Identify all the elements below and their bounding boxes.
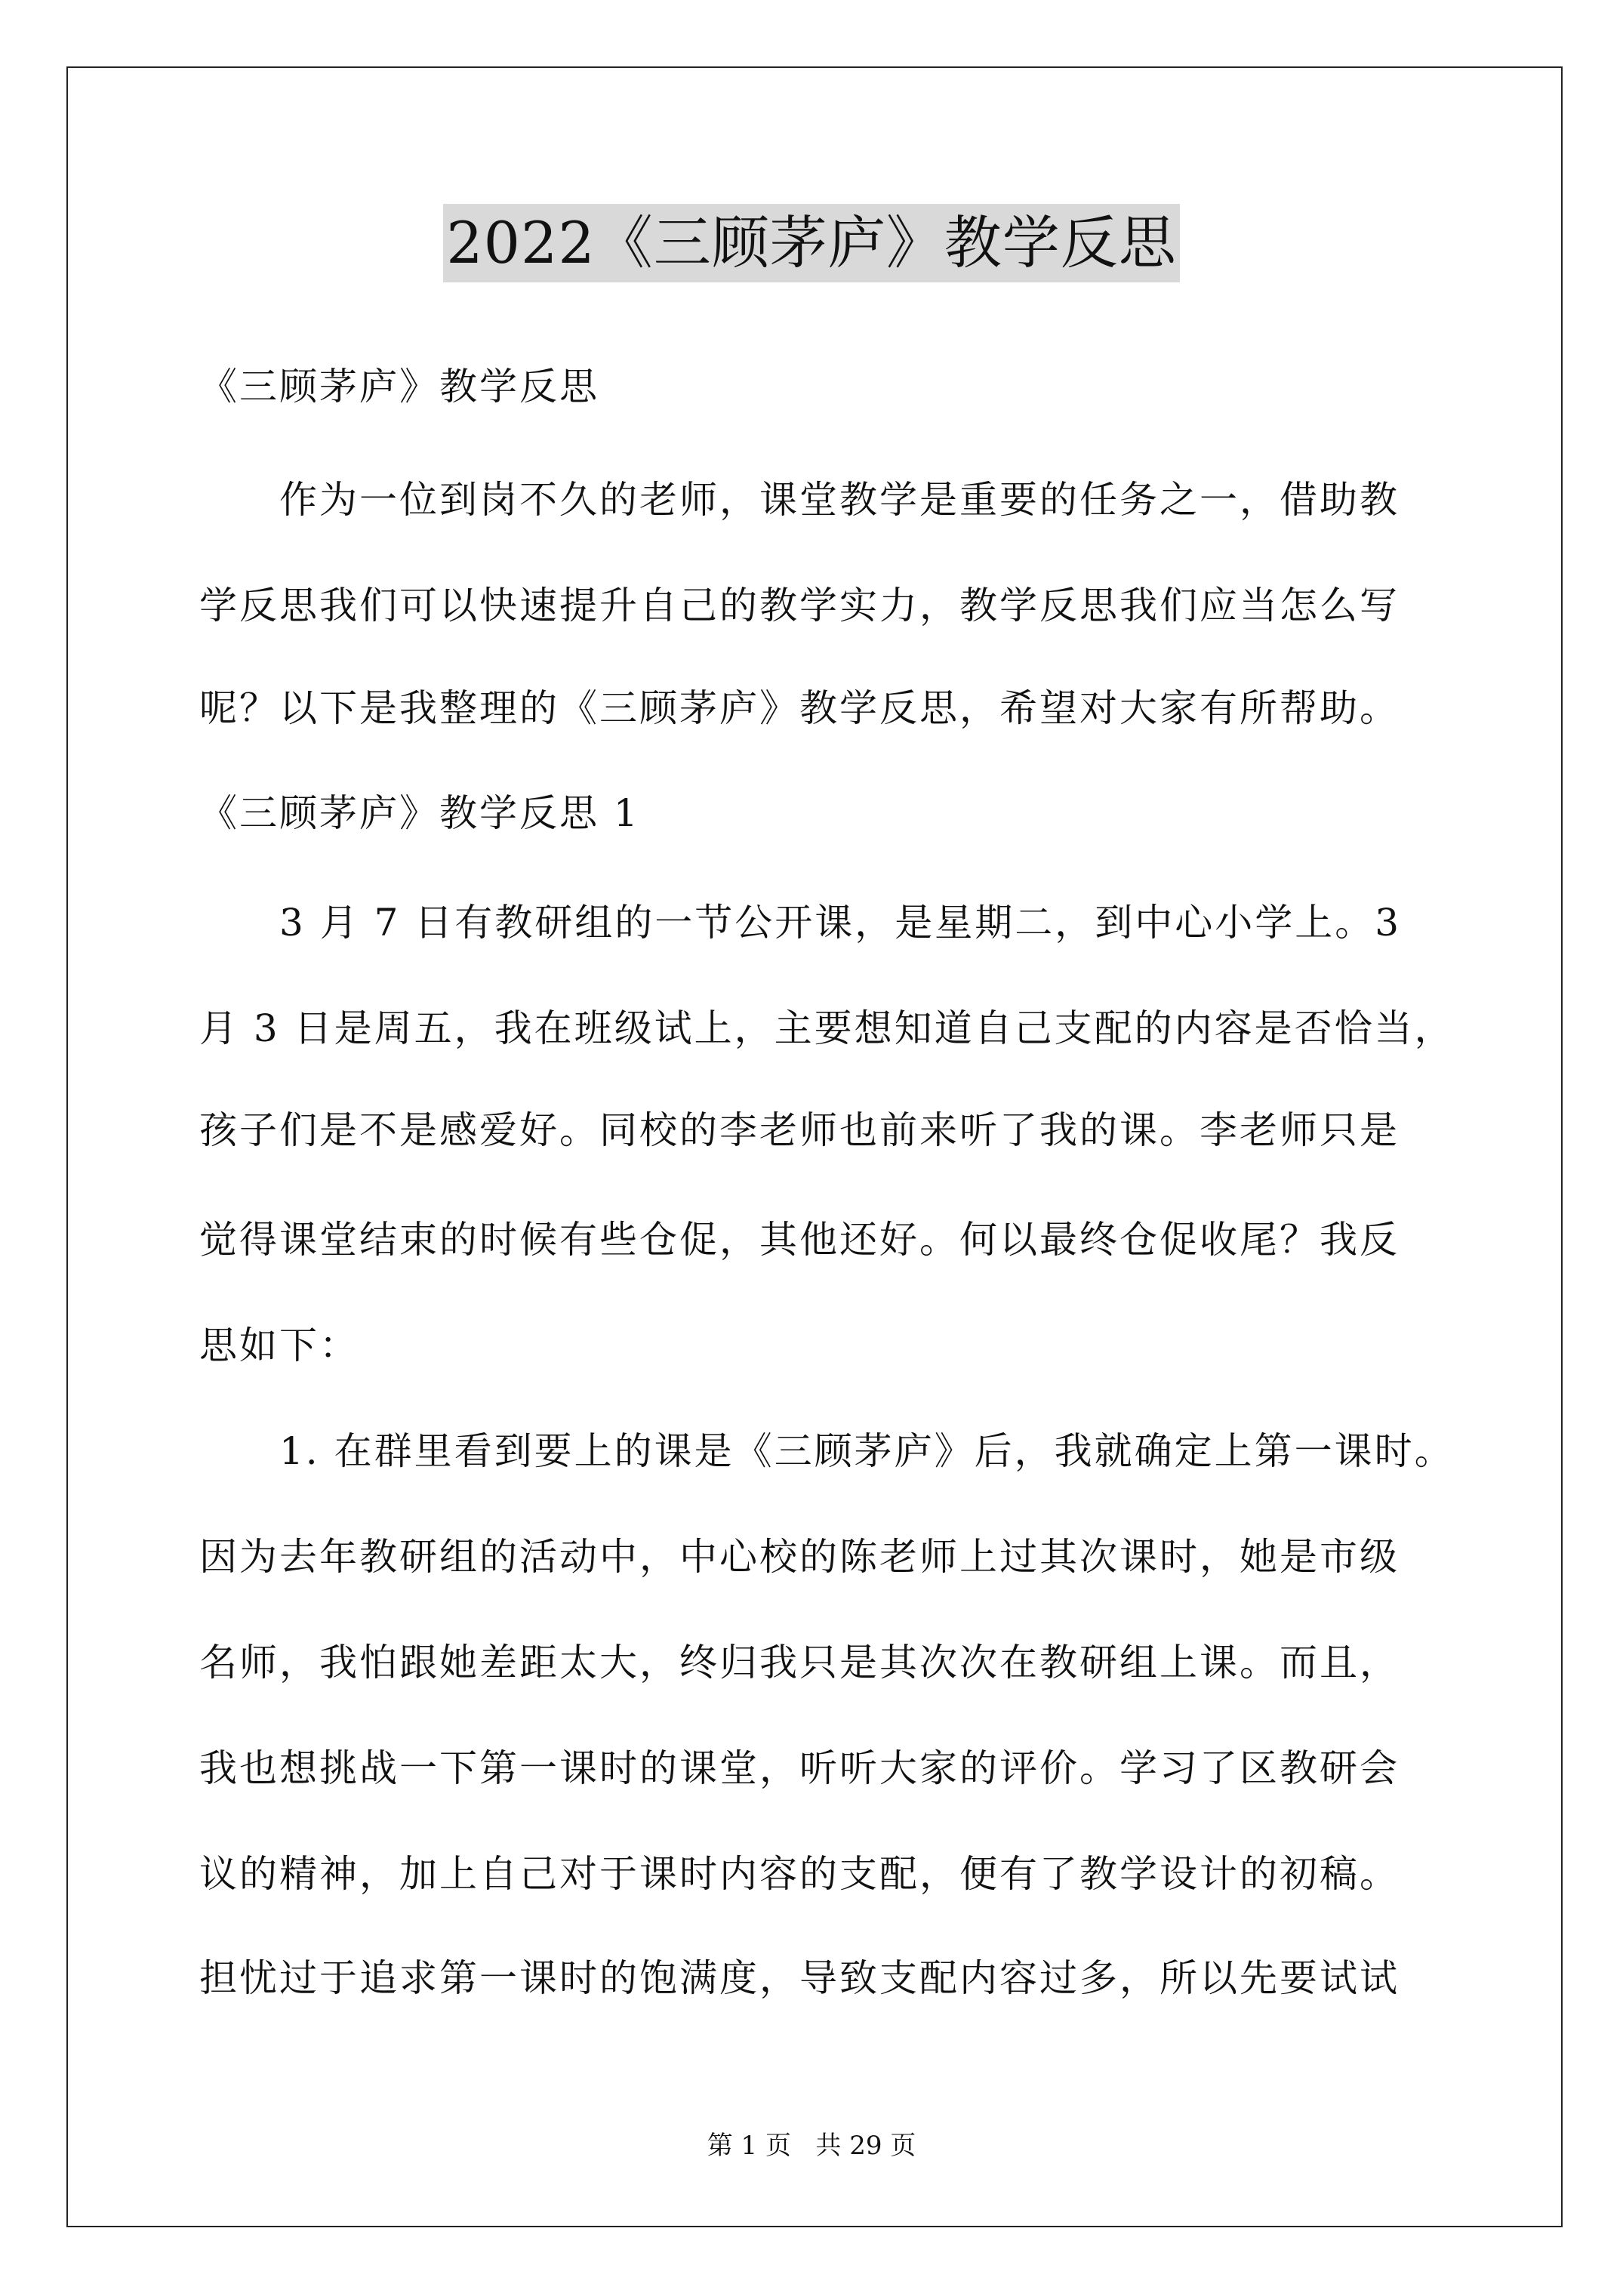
section-heading-line: 《三顾茅庐》教学反思 1 [199, 791, 640, 835]
paragraph-line: 呢？以下是我整理的《三顾茅庐》教学反思，希望对大家有所帮助。 [199, 686, 1400, 730]
paragraph-line: 思如下： [199, 1324, 359, 1367]
page-footer: 第 1 页 共 29 页 [707, 2131, 916, 2161]
paragraph-line: 1. 在群里看到要上的课是《三顾茅庐》后，我就确定上第一课时。 [279, 1429, 1455, 1473]
paragraph-line: 因为去年教研组的活动中，中心校的陈老师上过其次课时，她是市级 [199, 1535, 1400, 1579]
paragraph-line: 作为一位到岗不久的老师，课堂教学是重要的任务之一，借助教 [279, 478, 1400, 522]
subheading-line: 《三顾茅庐》教学反思 [199, 365, 599, 408]
paragraph-line: 议的精神，加上自己对于课时内容的支配，便有了教学设计的初稿。 [199, 1852, 1400, 1896]
paragraph-line: 担忧过于追求第一课时的饱满度，导致支配内容过多，所以先要试试 [199, 1956, 1400, 2000]
paragraph-line: 觉得课堂结束的时候有些仓促，其他还好。何以最终仓促收尾？我反 [199, 1218, 1400, 1262]
paragraph-line: 孩子们是不是感爱好。同校的李老师也前来听了我的课。李老师只是 [199, 1108, 1400, 1152]
document-title: 2022《三顾茅庐》教学反思 [443, 204, 1179, 282]
title-container [0, 204, 1623, 282]
paragraph-line: 学反思我们可以快速提升自己的教学实力，教学反思我们应当怎么写 [199, 584, 1400, 627]
paragraph-line: 名师，我怕跟她差距太大，终归我只是其次次在教研组上课。而且， [199, 1641, 1400, 1684]
paragraph-line: 月 3 日是周五，我在班级试上，主要想知道自己支配的内容是否恰当， [199, 1006, 1455, 1050]
paragraph-line: 我也想挑战一下第一课时的课堂，听听大家的评价。学习了区教研会 [199, 1746, 1400, 1790]
paragraph-line: 3 月 7 日有教研组的一节公开课，是星期二，到中心小学上。3 [279, 901, 1402, 945]
